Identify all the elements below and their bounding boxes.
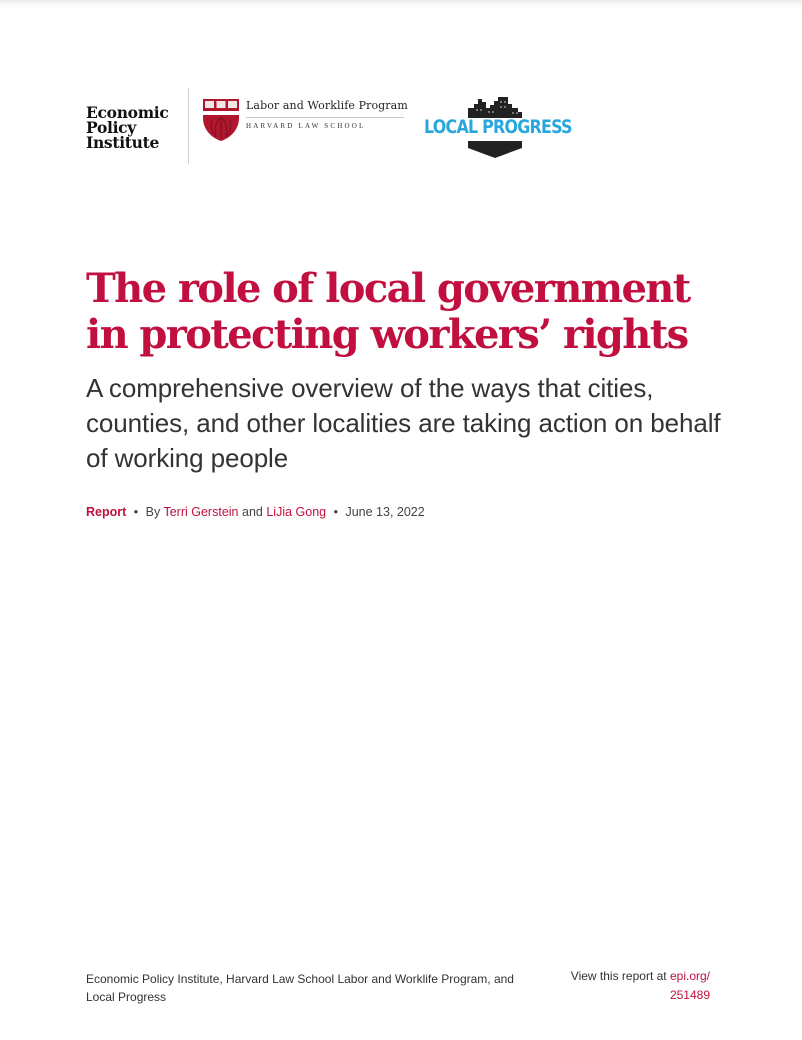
epi-logo-line: Institute <box>86 132 160 152</box>
byline <box>86 505 425 519</box>
report-url-part: 251489 <box>669 988 710 1002</box>
local-progress-logo <box>424 96 572 160</box>
epi-logo-line: Economic <box>86 102 169 122</box>
hls-school-name: HARVARD LAW SCHOOL <box>246 122 366 130</box>
hls-labor-worklife-logo <box>202 98 408 142</box>
report-type-link[interactable]: Report <box>86 505 127 519</box>
report-link-block <box>510 967 710 1005</box>
page-subtitle: A comprehensive overview of the ways that cities, counties, and other localities are taking action on behalf of working people <box>86 373 721 473</box>
hls-program-name: Labor and Worklife Program <box>246 99 404 118</box>
harvard-shield-icon <box>202 98 240 142</box>
publish-date: June 13, 2022 <box>345 505 425 519</box>
epi-logo <box>86 102 182 152</box>
partner-logos <box>86 88 408 164</box>
local-progress-wordmark: LOCAL PROGRESS <box>424 117 572 138</box>
separator-dot: • <box>133 505 139 519</box>
page-title: The role of local government in protecting workers’ rights <box>86 265 690 358</box>
conjunction-label: and <box>242 505 263 519</box>
author-link[interactable]: LiJia Gong <box>266 505 327 519</box>
view-report-label: View this report at <box>570 969 667 983</box>
publishers-credit: Economic Policy Institute, Harvard Law School Labor and Worklife Program, and Local Progress <box>86 972 514 1004</box>
report-url-part: epi.org/ <box>669 969 710 983</box>
logo-divider <box>188 88 189 164</box>
author-link[interactable]: Terri Gerstein <box>163 505 239 519</box>
top-shadow <box>0 0 802 10</box>
separator-dot: • <box>333 505 338 519</box>
by-label: By <box>145 505 161 519</box>
epi-logo-line: Policy <box>86 117 136 137</box>
report-url-link[interactable] <box>670 969 710 1002</box>
